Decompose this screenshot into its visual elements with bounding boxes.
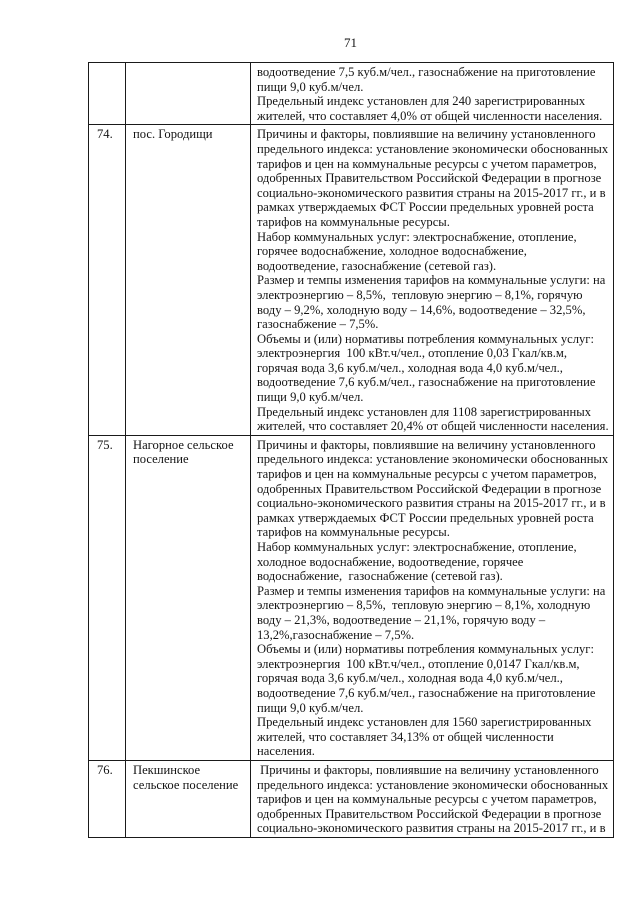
settlement-name-line: пос. Городищи <box>133 127 213 142</box>
description-line: тарифов и цен на коммунальные ресурсы с учетом параметров, <box>257 467 597 482</box>
tariff-index-table <box>88 62 614 838</box>
description-line: воду – 9,2%, холодную воду – 14,6%, водоотведение – 32,5%, <box>257 302 586 317</box>
description-line: пищи 9,0 куб.м/чел. <box>257 390 364 405</box>
description-line: горячая вода 3,6 куб.м/чел., холодная вода 4,0 куб.м/чел., <box>257 360 563 375</box>
description-line: водоотведение, газоснабжение (сетевой газ). <box>257 258 497 273</box>
description-line: Размер и темпы изменения тарифов на коммунальные услуги: на <box>257 583 606 598</box>
row-description <box>251 63 614 125</box>
row-description <box>251 435 614 760</box>
description-line: одобренных Правительством Российской Федерации в прогнозе <box>257 171 602 186</box>
description-line: социально-экономического развития страны на 2015-2017 гг., и в <box>257 185 606 200</box>
description-line: Причины и факторы, повлиявшие на величину установленного <box>257 762 599 777</box>
description-line: электроэнергию – 8,5%, тепловую энергию – 8,1%, холодную <box>257 598 591 613</box>
description-line: газоснабжение – 7,5%. <box>257 317 379 332</box>
description-line: водоотведение 7,6 куб.м/чел., газоснабжение на приготовление <box>257 685 596 700</box>
description-line: 13,2%,газоснабжение – 7,5%. <box>257 627 415 642</box>
description-line: тарифов и цен на коммунальные ресурсы с учетом параметров, <box>257 792 597 807</box>
description-line: предельного индекса: установление экономически обоснованных <box>257 777 609 792</box>
description-line: Объемы и (или) нормативы потребления коммунальных услуг: <box>257 331 594 346</box>
description-line: тарифов на коммунальные ресурсы. <box>257 214 450 229</box>
settlement-name <box>126 125 251 435</box>
description-line: холодное водоснабжение, водоотведение, горячее <box>257 554 524 569</box>
row-number-cell <box>89 63 126 125</box>
description-line: жителей, что составляет 4,0% от общей численности населения. <box>257 108 603 123</box>
description-line: электроэнергия 100 кВт.ч/чел., отопление 0,03 Гкал/кв.м, <box>257 346 567 361</box>
row-number: 74. <box>89 125 126 435</box>
description-line: Набор коммунальных услуг: электроснабжение, отопление, <box>257 540 577 554</box>
settlement-name-line: Пекшинское <box>133 762 201 777</box>
description-line: жителей, что составляет 20,4% от общей численности населения. <box>257 419 609 434</box>
table-row-continuation <box>89 63 614 125</box>
settlement-name <box>126 760 251 837</box>
settlement-name-line: поселение <box>133 452 189 467</box>
description-line: электроэнергия 100 кВт.ч/чел., отопление 0,0147 Гкал/кв.м, <box>257 656 580 671</box>
description-line: одобренных Правительством Российской Федерации в прогнозе <box>257 481 602 496</box>
row-number: 75. <box>89 435 126 760</box>
description-line: населения. <box>257 744 315 759</box>
description-line: Предельный индекс установлен для 1108 зарегистрированных <box>257 404 592 419</box>
description-line: Размер и темпы изменения тарифов на коммунальные услуги: на <box>257 273 606 288</box>
table-row <box>89 125 614 435</box>
table-row <box>89 435 614 760</box>
row-number: 76. <box>89 760 126 837</box>
description-line: Причины и факторы, повлиявшие на величину установленного <box>257 437 596 452</box>
description-line: Предельный индекс установлен для 1560 зарегистрированных <box>257 715 592 730</box>
description-line: предельного индекса: установление экономически обоснованных <box>257 141 609 156</box>
row-description <box>251 760 614 837</box>
description-line: тарифов на коммунальные ресурсы. <box>257 525 450 540</box>
page-number: 71 <box>344 35 357 50</box>
description-line: одобренных Правительством Российской Федерации в прогнозе <box>257 806 602 821</box>
description-line: водоснабжение, газоснабжение (сетевой газ). <box>257 569 503 584</box>
description-line: Причины и факторы, повлиявшие на величину установленного <box>257 127 596 142</box>
description-line: Объемы и (или) нормативы потребления коммунальных услуг: <box>257 642 594 657</box>
description-line: Набор коммунальных услуг: электроснабжение, отопление, <box>257 229 577 244</box>
settlement-name-line: сельское поселение <box>133 777 239 792</box>
description-line: пищи 9,0 куб.м/чел. <box>257 79 364 94</box>
description-line: рамках утверждаемых ФСТ России предельных уровней роста <box>257 510 594 525</box>
description-line: горячее водоснабжение, холодное водоснабжение, <box>257 244 527 259</box>
description-line: водоотведение 7,5 куб.м/чел., газоснабжение на приготовление <box>257 65 596 79</box>
description-line: социально-экономического развития страны на 2015-2017 гг., и в <box>257 821 606 836</box>
description-line: тарифов и цен на коммунальные ресурсы с учетом параметров, <box>257 156 597 171</box>
description-line: электроэнергию – 8,5%, тепловую энергию – 8,1%, горячую <box>257 287 583 302</box>
settlement-name-cell <box>126 63 251 125</box>
description-line: Предельный индекс установлен для 240 зарегистрированных <box>257 94 586 109</box>
table-row <box>89 760 614 837</box>
description-line: воду – 21,3%, водоотведение – 21,1%, горячую воду – <box>257 612 546 627</box>
description-line: горячая вода 3,6 куб.м/чел., холодная вода 4,0 куб.м/чел., <box>257 671 563 686</box>
description-line: предельного индекса: установление экономически обоснованных <box>257 452 609 467</box>
settlement-name <box>126 435 251 760</box>
description-line: жителей, что составляет 34,13% от общей численности <box>257 729 554 744</box>
row-description <box>251 125 614 435</box>
description-line: рамках утверждаемых ФСТ России предельных уровней роста <box>257 200 594 215</box>
description-line: пищи 9,0 куб.м/чел. <box>257 700 364 715</box>
settlement-name-line: Нагорное сельское <box>133 437 234 452</box>
description-line: водоотведение 7,6 куб.м/чел., газоснабжение на приготовление <box>257 375 596 390</box>
description-line: социально-экономического развития страны на 2015-2017 гг., и в <box>257 496 606 511</box>
